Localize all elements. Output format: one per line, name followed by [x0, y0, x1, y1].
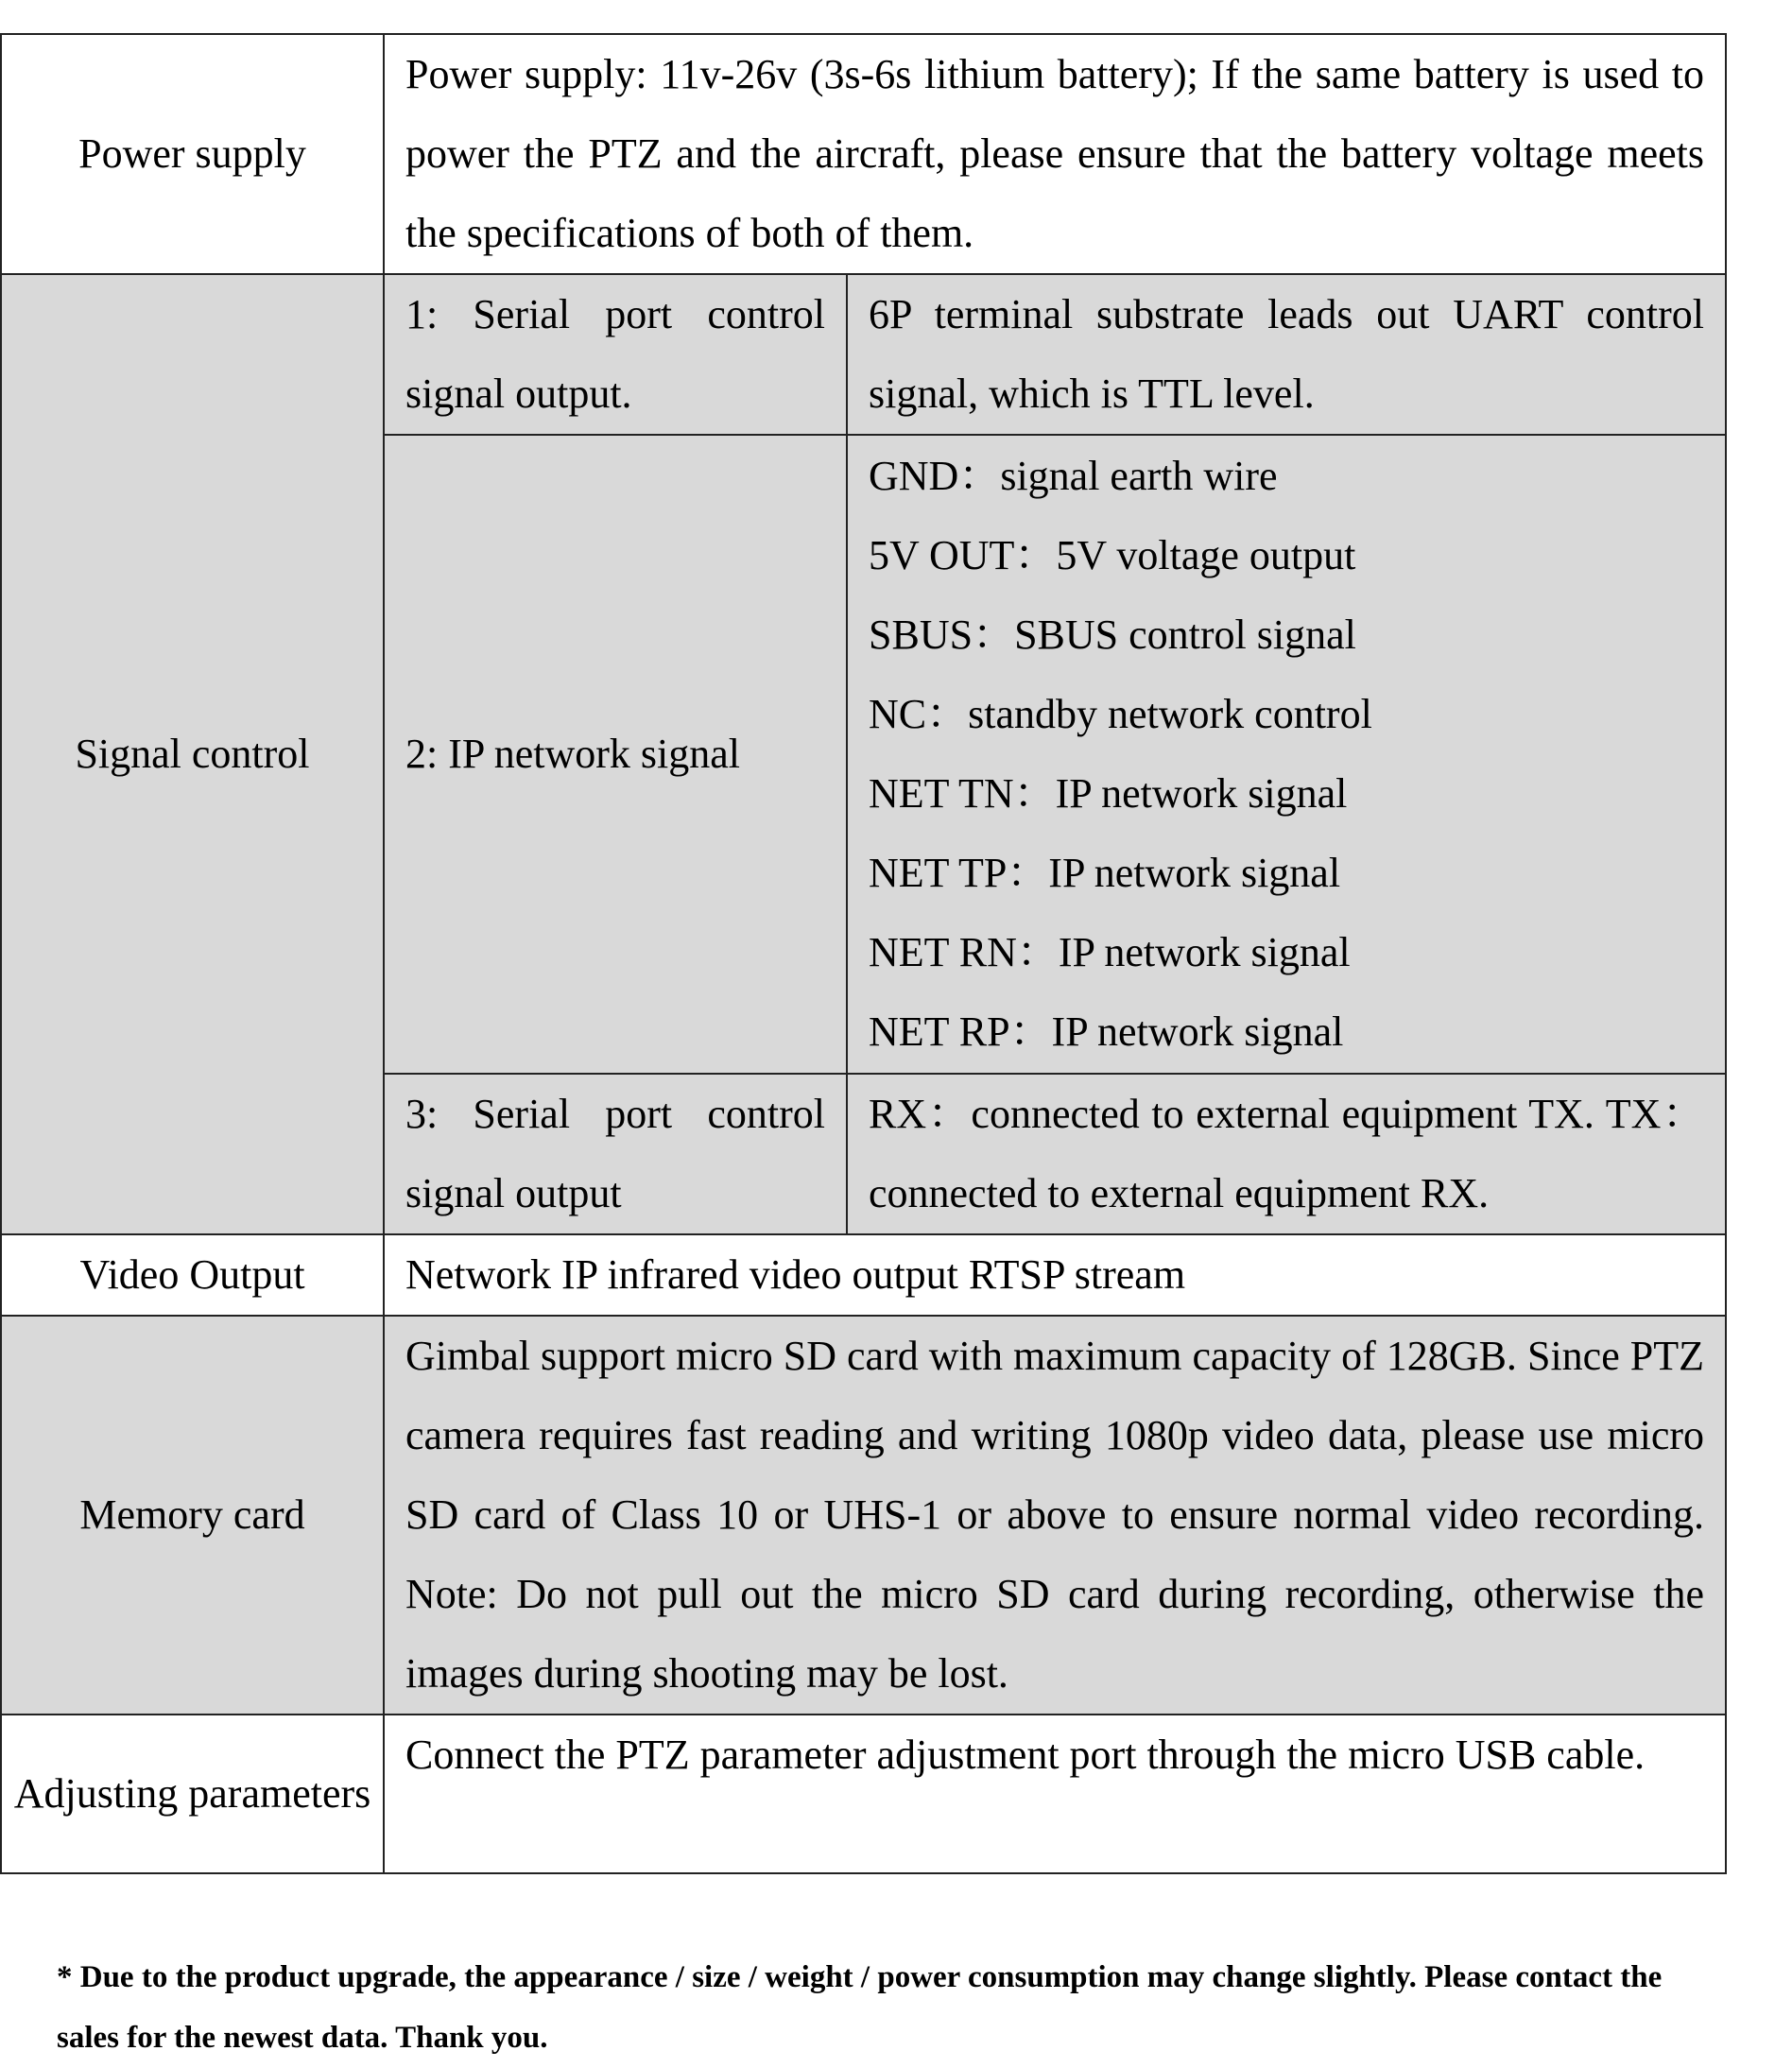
ip-network-pin-list: [847, 435, 1726, 1074]
serial-port-1-label: 1: Serial port control signal output.: [384, 274, 847, 435]
row-power-supply: [1, 34, 1726, 274]
memory-card-value: [384, 1316, 1726, 1715]
pin-nc: NC：standby network control: [869, 691, 1372, 737]
footnote: * Due to the product upgrade, the appearance / size / weight / power consumption may change slightly. Please contact the sales for the newest data. Thank you.: [57, 1960, 1663, 2055]
pin-net-tn: NET TN：IP network signal: [869, 770, 1348, 817]
video-output-label: Video Output: [1, 1234, 384, 1316]
serial-port-1-value: 6P terminal substrate leads out UART control signal, which is TTL level.: [847, 274, 1726, 435]
video-output-value: Network IP infrared video output RTSP stream: [384, 1234, 1726, 1316]
memory-card-text: Gimbal support micro SD card with maximum capacity of 128GB. Since PTZ camera requires fast reading and writing 1080p video data, please use micro SD card of Class 10 or UHS-1 or above to ensure normal video recording.: [405, 1333, 1704, 1538]
pin-net-rn: NET RN：IP network signal: [869, 929, 1351, 975]
serial-port-3-value: RX：connected to external equipment TX. TX：connected to external equipment RX.: [847, 1074, 1726, 1234]
power-supply-label: Power supply: [1, 34, 384, 274]
row-video-output: [1, 1234, 1726, 1316]
row-adjusting-parameters: [1, 1715, 1726, 1873]
pin-net-tp: NET TP：IP network signal: [869, 850, 1341, 896]
serial-port-3-label: 3: Serial port control signal output: [384, 1074, 847, 1234]
spec-table: [0, 33, 1727, 1874]
adjusting-parameters-value: Connect the PTZ parameter adjustment port through the micro USB cable.: [384, 1715, 1726, 1873]
pin-gnd: GND：signal earth wire: [869, 453, 1278, 499]
ip-network-label: 2: IP network signal: [384, 435, 847, 1074]
adjusting-parameters-label: Adjusting parameters: [1, 1715, 384, 1873]
power-supply-value: Power supply: 11v-26v (3s-6s lithium battery); If the same battery is used to power the PTZ and the aircraft, please ensure that the battery voltage meets the specifications of both of them.: [384, 34, 1726, 274]
pin-5v-out: 5V OUT：5V voltage output: [869, 532, 1356, 578]
pin-sbus: SBUS：SBUS control signal: [869, 612, 1356, 658]
row-signal-control-serial-1: [1, 274, 1726, 435]
pin-net-rp: NET RP：IP network signal: [869, 1008, 1344, 1055]
memory-card-note: Note: Do not pull out the micro SD card during recording, otherwise the images during shooting may be lost.: [405, 1571, 1704, 1697]
row-memory-card: [1, 1316, 1726, 1715]
signal-control-label: Signal control: [1, 274, 384, 1234]
memory-card-label: Memory card: [1, 1316, 384, 1715]
